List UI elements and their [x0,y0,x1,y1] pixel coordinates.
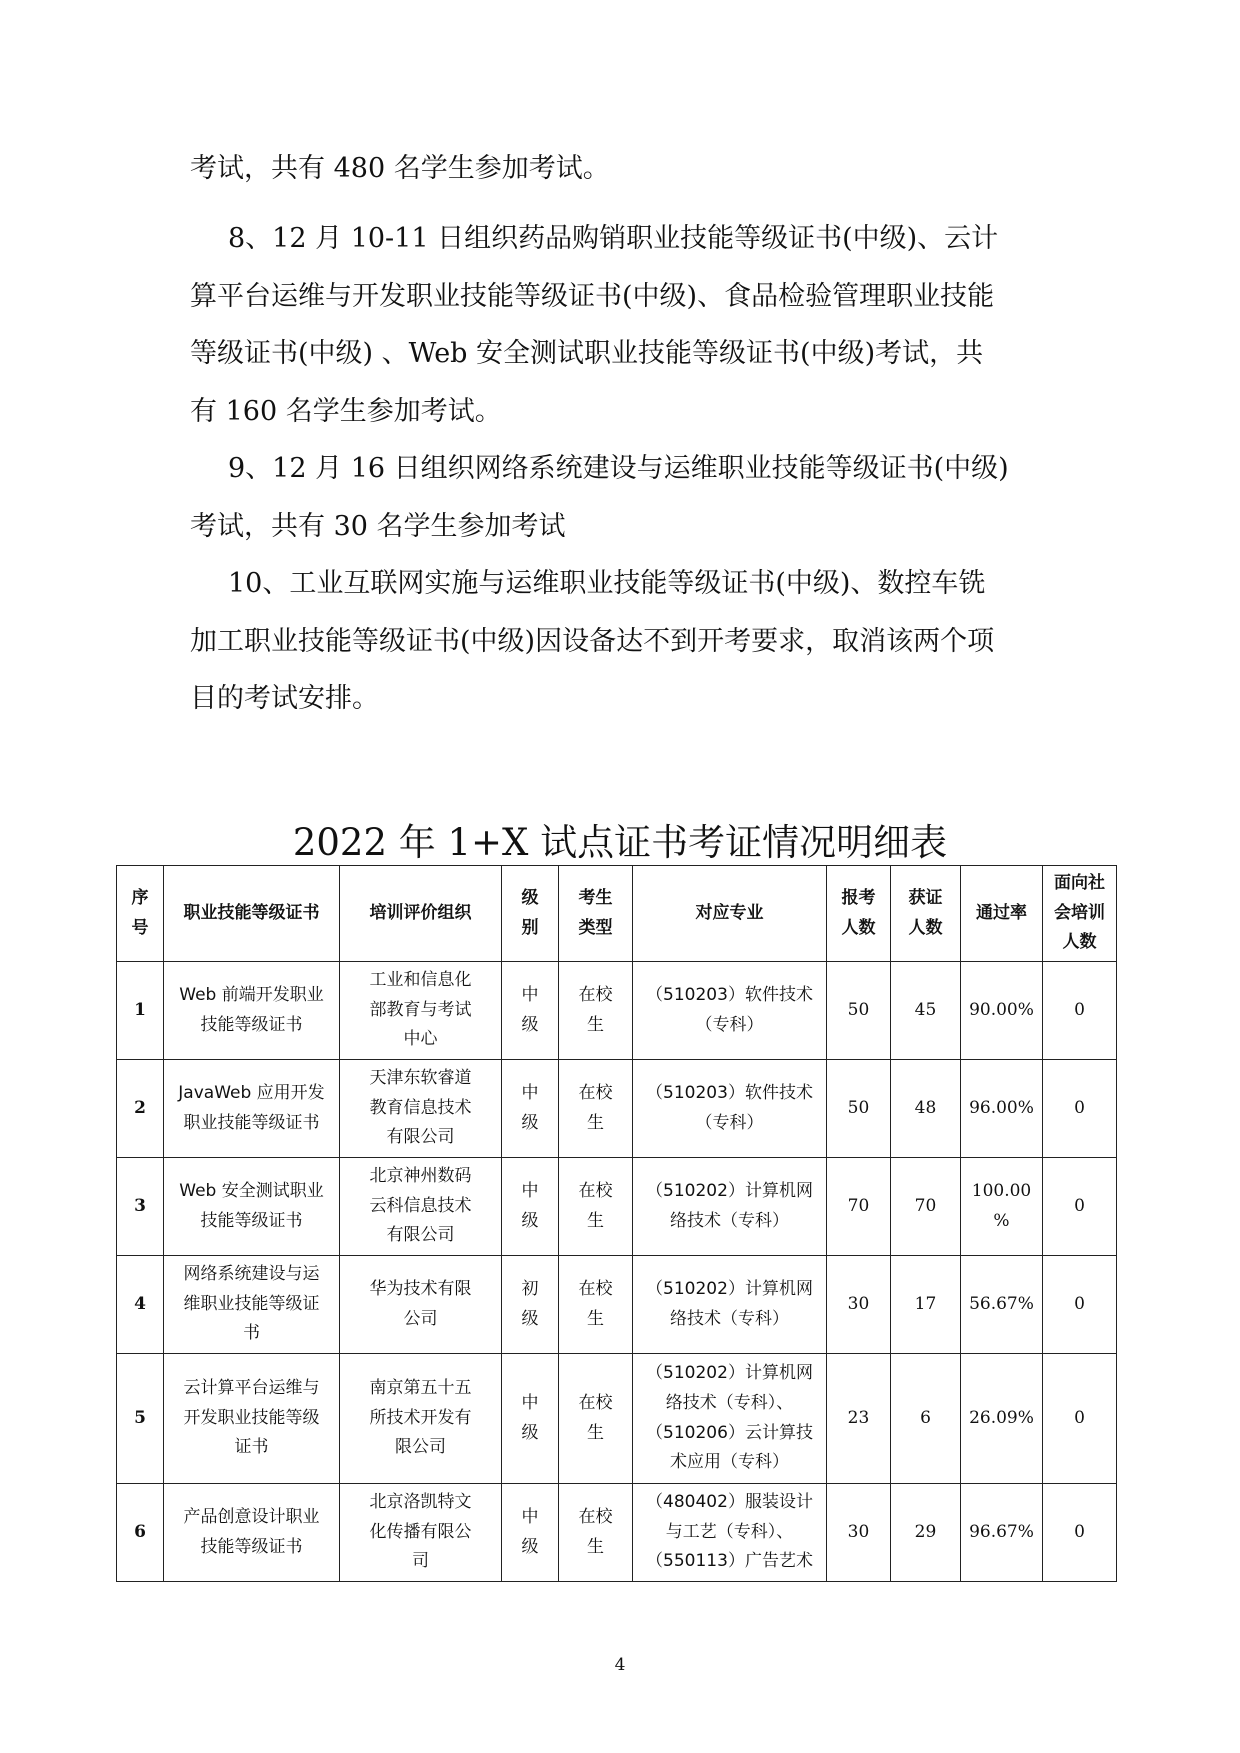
cell-social-training: 0 [1043,1060,1117,1158]
paragraph-line: 9、12 月 16 日组织网络系统建设与运维职业技能等级证书(中级) [228,453,1009,484]
table-row [117,962,1117,1060]
cell-organization: 北京洛凯特文 化传播有限公 司 [340,1484,502,1582]
header-major: 对应专业 [633,866,827,962]
table-row [117,1256,1117,1354]
cell-certified: 45 [891,962,961,1060]
cell-pass-rate: 100.00 % [961,1158,1043,1256]
cell-social-training: 0 [1043,962,1117,1060]
header-social-training: 面向社 会培训 人数 [1043,866,1117,962]
paragraph-line: 目的考试安排。 [190,683,379,714]
cell-index: 5 [117,1354,164,1484]
cell-index: 6 [117,1484,164,1582]
cell-certified: 6 [891,1354,961,1484]
cell-major: （510202）计算机网 络技术（专科） [633,1256,827,1354]
cell-pass-rate: 56.67% [961,1256,1043,1354]
cell-applied: 50 [827,962,891,1060]
cell-applied: 70 [827,1158,891,1256]
header-applied: 报考 人数 [827,866,891,962]
paragraph-line: 10、工业互联网实施与运维职业技能等级证书(中级)、数控车铣 [228,568,986,599]
cell-index: 4 [117,1256,164,1354]
cell-major: （510203）软件技术 （专科） [633,1060,827,1158]
cell-applied: 30 [827,1256,891,1354]
table-row [117,1484,1117,1582]
table-header-row [117,866,1117,962]
paragraph-line: 8、12 月 10-11 日组织药品购销职业技能等级证书(中级)、云计 [228,223,999,254]
header-student-type: 考生 类型 [559,866,633,962]
cell-major: （510202）计算机网 络技术（专科） [633,1158,827,1256]
cell-certified: 70 [891,1158,961,1256]
cell-organization: 华为技术有限 公司 [340,1256,502,1354]
certificate-table [116,865,1117,1582]
cell-organization: 北京神州数码 云科信息技术 有限公司 [340,1158,502,1256]
cell-student-type: 在校 生 [559,1256,633,1354]
header-index: 序 号 [117,866,164,962]
cell-certificate: 产品创意设计职业 技能等级证书 [164,1484,340,1582]
cell-major: （510203）软件技术 （专科） [633,962,827,1060]
cell-student-type: 在校 生 [559,962,633,1060]
cell-student-type: 在校 生 [559,1158,633,1256]
cell-organization: 天津东软睿道 教育信息技术 有限公司 [340,1060,502,1158]
table-row [117,1158,1117,1256]
cell-index: 2 [117,1060,164,1158]
table-row [117,1060,1117,1158]
cell-level: 中 级 [502,1158,559,1256]
cell-applied: 50 [827,1060,891,1158]
cell-major: （510202）计算机网 络技术（专科）、 （510206）云计算技 术应用（专科） [633,1354,827,1484]
cell-level: 中 级 [502,962,559,1060]
header-level: 级 别 [502,866,559,962]
cell-student-type: 在校 生 [559,1354,633,1484]
cell-social-training: 0 [1043,1354,1117,1484]
cell-social-training: 0 [1043,1256,1117,1354]
page-number: 4 [614,1655,626,1675]
paragraph-line: 有 160 名学生参加考试。 [190,395,502,427]
table-row [117,1354,1117,1484]
cell-certified: 17 [891,1256,961,1354]
cell-pass-rate: 90.00% [961,962,1043,1060]
cell-certified: 48 [891,1060,961,1158]
cell-certificate: 云计算平台运维与 开发职业技能等级 证书 [164,1354,340,1484]
cell-certificate: Web 安全测试职业 技能等级证书 [164,1158,340,1256]
header-pass-rate: 通过率 [961,866,1043,962]
cell-student-type: 在校 生 [559,1484,633,1582]
cell-pass-rate: 96.67% [961,1484,1043,1582]
cell-certificate: JavaWeb 应用开发 职业技能等级证书 [164,1060,340,1158]
cell-applied: 23 [827,1354,891,1484]
paragraph-line: 考试，共有 480 名学生参加考试。 [190,153,610,184]
cell-major: （480402）服装设计 与工艺（专科）、 （550113）广告艺术 [633,1484,827,1582]
cell-organization: 工业和信息化 部教育与考试 中心 [340,962,502,1060]
cell-index: 1 [117,962,164,1060]
cell-pass-rate: 26.09% [961,1354,1043,1484]
paragraph-line: 加工职业技能等级证书(中级)因设备达不到开考要求，取消该两个项 [190,625,995,657]
cell-index: 3 [117,1158,164,1256]
table-title: 2022 年 1+X 试点证书考证情况明细表 [292,821,948,864]
cell-level: 中 级 [502,1060,559,1158]
cell-pass-rate: 96.00% [961,1060,1043,1158]
cell-certified: 29 [891,1484,961,1582]
cell-level: 中 级 [502,1354,559,1484]
cell-organization: 南京第五十五 所技术开发有 限公司 [340,1354,502,1484]
cell-student-type: 在校 生 [559,1060,633,1158]
cell-level: 中 级 [502,1484,559,1582]
header-organization: 培训评价组织 [340,866,502,962]
paragraph-line: 算平台运维与开发职业技能等级证书(中级)、食品检验管理职业技能 [190,280,995,312]
paragraph-line: 考试，共有 30 名学生参加考试 [190,510,566,542]
cell-certificate: 网络系统建设与运 维职业技能等级证 书 [164,1256,340,1354]
cell-level: 初 级 [502,1256,559,1354]
header-certified: 获证 人数 [891,866,961,962]
cell-certificate: Web 前端开发职业 技能等级证书 [164,962,340,1060]
cell-social-training: 0 [1043,1158,1117,1256]
paragraph-line: 等级证书(中级) 、Web 安全测试职业技能等级证书(中级)考试，共 [190,338,984,369]
cell-social-training: 0 [1043,1484,1117,1582]
cell-applied: 30 [827,1484,891,1582]
header-certificate: 职业技能等级证书 [164,866,340,962]
